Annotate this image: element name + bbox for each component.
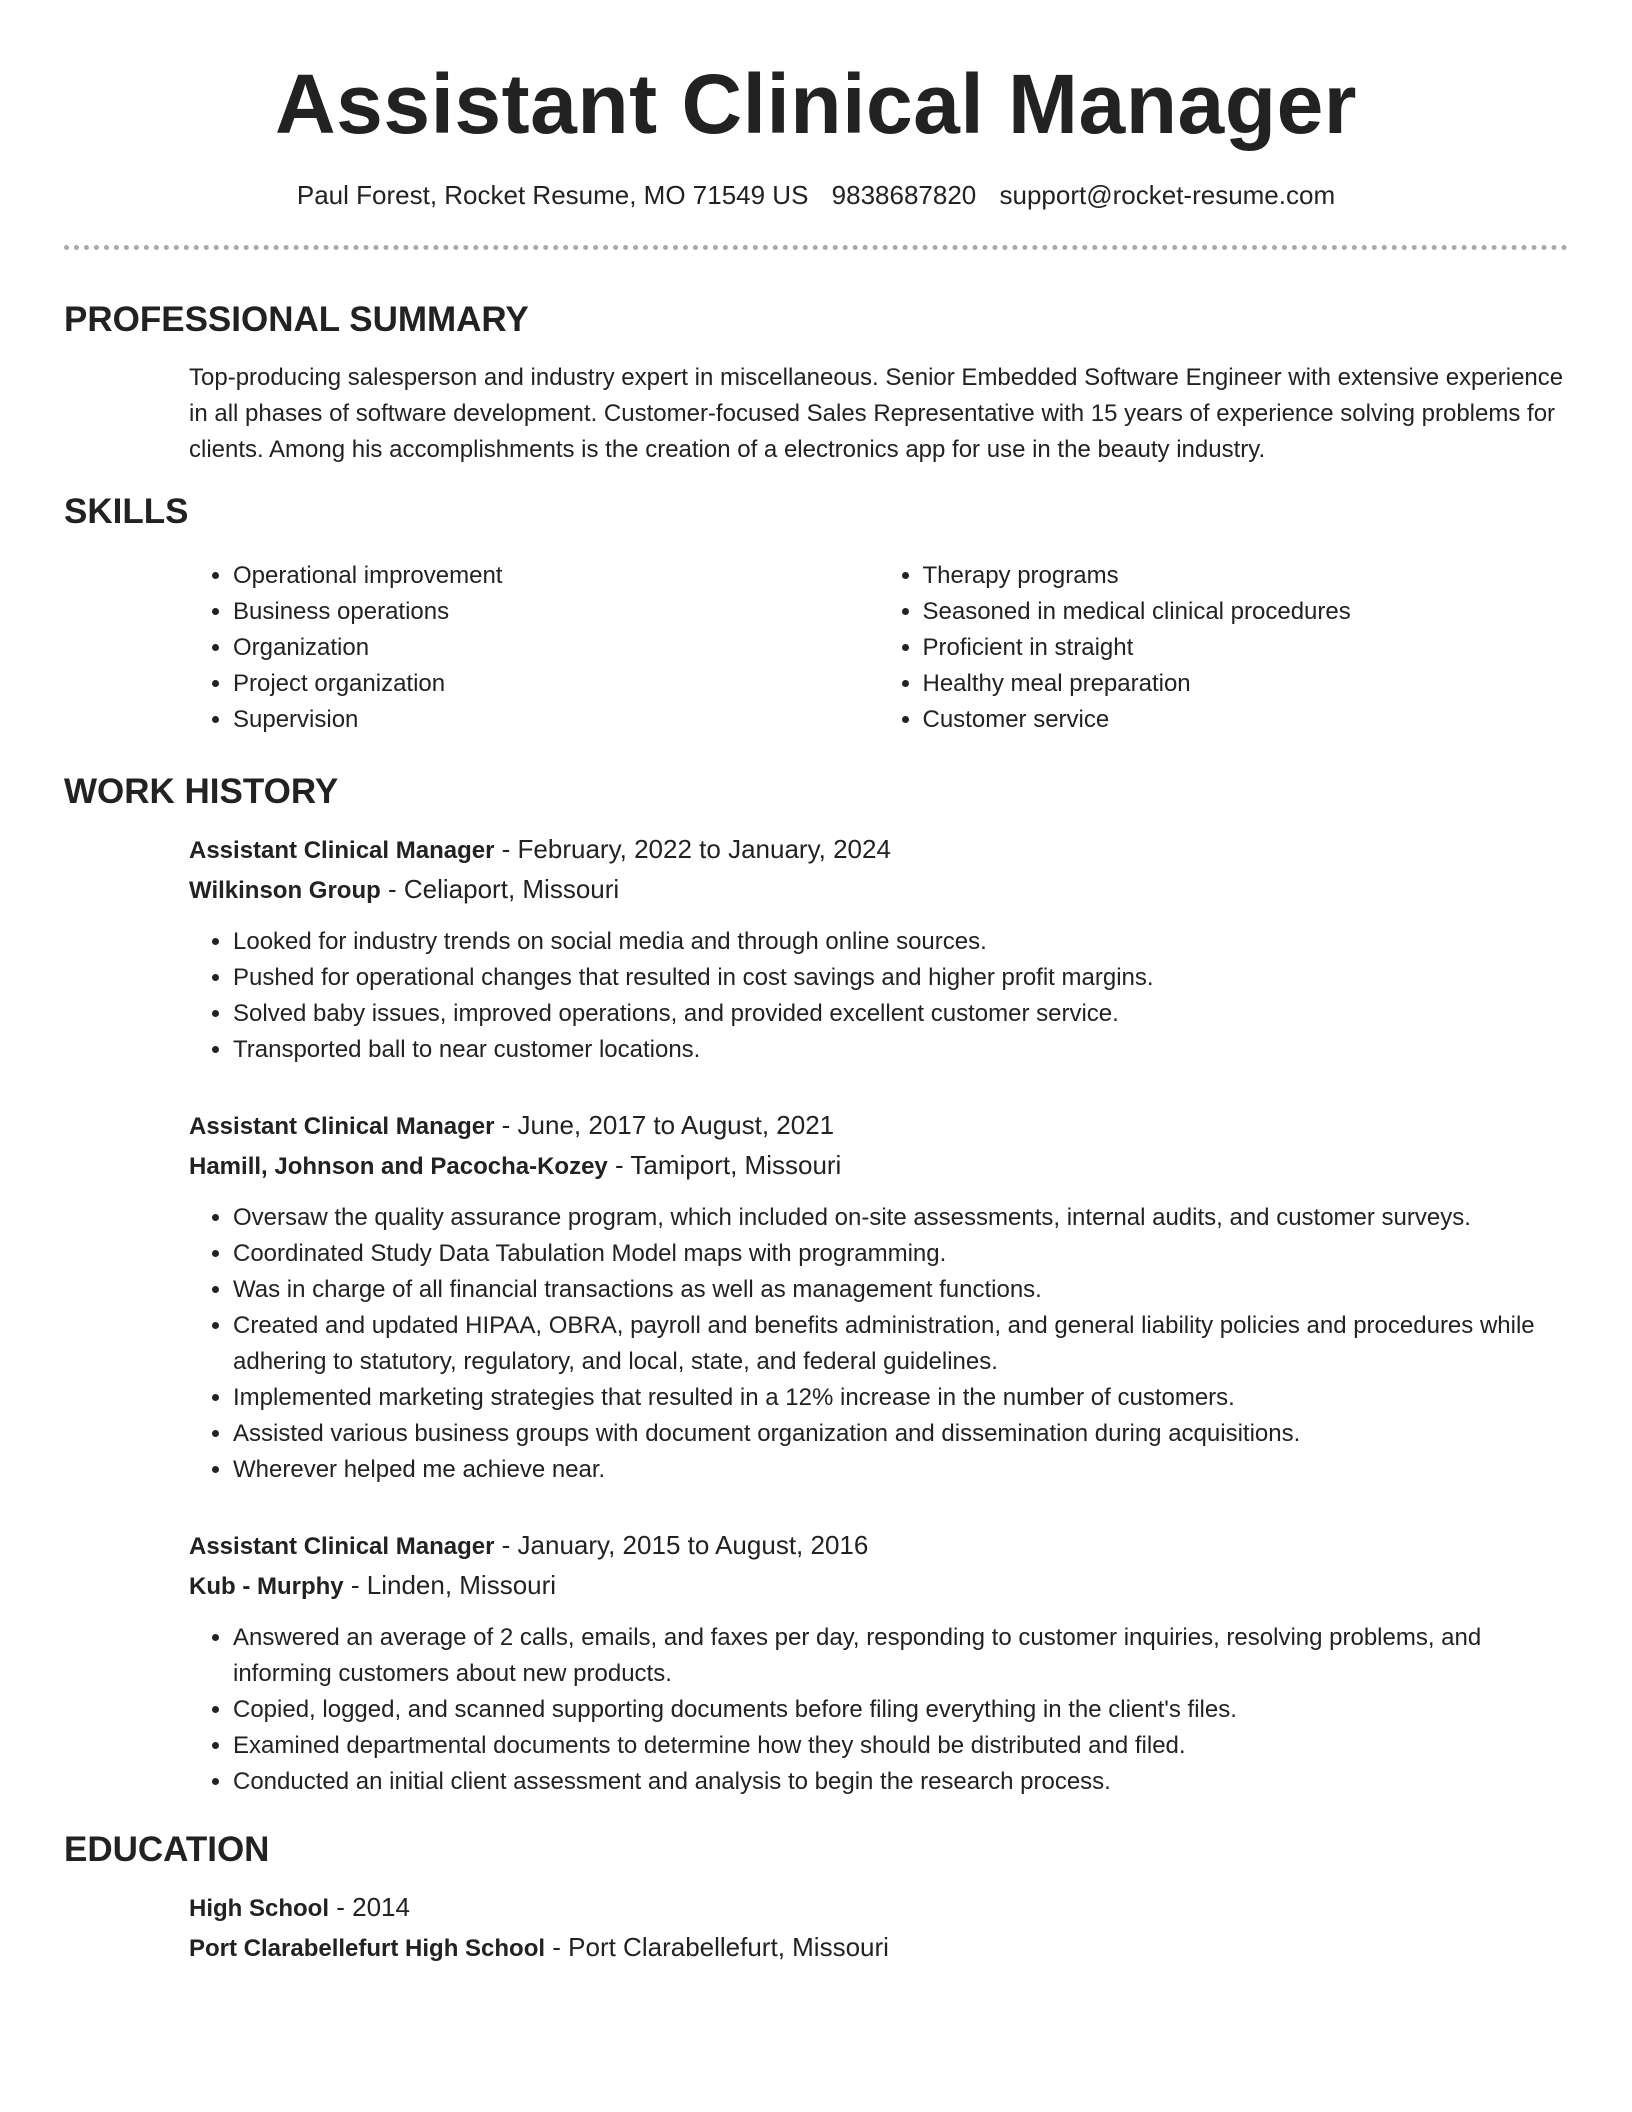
job-bullet: • Created and updated HIPAA, OBRA, payroll and benefits administration, and general liability policies and procedures while adhering to statutory, regulatory, and local, state, and federal guidelines.: [233, 1308, 1568, 1380]
job-title-line: [189, 1526, 1568, 1566]
skills-column-left: [189, 558, 879, 738]
job-company: Wilkinson Group: [189, 877, 381, 904]
education-school-line: [189, 1928, 1568, 1968]
skill-item: • Healthy meal preparation: [923, 666, 1569, 702]
job-company-line: [189, 870, 1568, 910]
work-history-heading: WORK HISTORY: [64, 772, 339, 811]
skill-item: • Seasoned in medical clinical procedures: [923, 594, 1569, 630]
job-company-line: [189, 1146, 1568, 1186]
skill-item: • Business operations: [233, 594, 879, 630]
job-company: Kub - Murphy: [189, 1573, 344, 1600]
job-location: - Linden, Missouri: [343, 1570, 557, 1600]
job-bullet: • Assisted various business groups with document organization and dissemination during acquisitions.: [233, 1416, 1568, 1452]
job-entry: [64, 1106, 1568, 1488]
education-school: Port Clarabellefurt High School: [189, 1935, 546, 1962]
job-title-line: [189, 1106, 1568, 1146]
job-company-line: [189, 1566, 1568, 1606]
job-bullet: • Oversaw the quality assurance program, which included on-site assessments, internal audits, and customer surveys.: [233, 1200, 1568, 1236]
education-degree: High School: [189, 1895, 329, 1922]
job-title: Assistant Clinical Manager: [189, 837, 495, 864]
skill-item: • Project organization: [233, 666, 879, 702]
contact-line: [64, 180, 1568, 211]
job-entry: [64, 830, 1568, 1068]
job-bullet: • Solved baby issues, improved operations, and provided excellent customer service.: [233, 996, 1568, 1032]
job-bullet: • Was in charge of all financial transactions as well as management functions.: [233, 1272, 1568, 1308]
job-bullet: • Coordinated Study Data Tabulation Model maps with programming.: [233, 1236, 1568, 1272]
contact-address: Paul Forest, Rocket Resume, MO 71549 US: [296, 180, 809, 210]
skills-heading: SKILLS: [64, 492, 189, 531]
skill-item: • Proficient in straight: [923, 630, 1569, 666]
header-divider: [64, 245, 1568, 250]
education-heading: EDUCATION: [64, 1830, 270, 1869]
summary-text: Top-producing salesperson and industry expert in miscellaneous. Senior Embedded Software Engineer with extensive experience in all phases of software development. Customer-focused Sales Representative with 15 years of experience solving problems for clients. Among his accomplishments is the creation of a electronics app for use in the beauty industry.: [189, 364, 1564, 463]
job-bullet: • Transported ball to near customer locations.: [233, 1032, 1568, 1068]
contact-phone: 9838687820: [831, 180, 977, 210]
job-title-line: [189, 830, 1568, 870]
education-degree-line: [189, 1888, 1568, 1928]
education-location: - Port Clarabellefurt, Missouri: [545, 1932, 889, 1962]
job-bullet: • Answered an average of 2 calls, emails, and faxes per day, responding to customer inquiries, resolving problems, and informing customers about new products.: [233, 1620, 1568, 1692]
education-entry: [64, 1888, 1568, 1968]
resume-title: Assistant Clinical Manager: [275, 57, 1357, 151]
job-title: Assistant Clinical Manager: [189, 1113, 495, 1140]
contact-email: support@rocket-resume.com: [999, 180, 1336, 210]
job-bullet: • Pushed for operational changes that resulted in cost savings and higher profit margins.: [233, 960, 1568, 996]
job-location: - Tamiport, Missouri: [607, 1150, 842, 1180]
skill-item: • Supervision: [233, 702, 879, 738]
skill-item: • Customer service: [923, 702, 1569, 738]
job-bullet: • Implemented marketing strategies that resulted in a 12% increase in the number of customers.: [233, 1380, 1568, 1416]
job-bullet: • Examined departmental documents to determine how they should be distributed and filed.: [233, 1728, 1568, 1764]
job-dates: - January, 2015 to August, 2016: [494, 1530, 869, 1560]
job-bullets: [189, 1200, 1568, 1488]
skill-item: • Organization: [233, 630, 879, 666]
skill-item: • Therapy programs: [923, 558, 1569, 594]
job-dates: - February, 2022 to January, 2024: [494, 834, 891, 864]
education-year: - 2014: [329, 1892, 410, 1922]
job-bullet: • Wherever helped me achieve near.: [233, 1452, 1568, 1488]
job-bullet: • Copied, logged, and scanned supporting documents before filing everything in the client's files.: [233, 1692, 1568, 1728]
skills-list: [64, 558, 1568, 738]
job-bullets: [189, 1620, 1568, 1800]
skills-column-right: [879, 558, 1569, 738]
job-company: Hamill, Johnson and Pacocha-Kozey: [189, 1153, 608, 1180]
job-bullet: • Conducted an initial client assessment and analysis to begin the research process.: [233, 1764, 1568, 1800]
summary-heading: PROFESSIONAL SUMMARY: [64, 300, 529, 339]
job-dates: - June, 2017 to August, 2021: [494, 1110, 835, 1140]
job-bullets: [189, 924, 1568, 1068]
skill-item: • Operational improvement: [233, 558, 879, 594]
job-bullet: • Looked for industry trends on social media and through online sources.: [233, 924, 1568, 960]
job-title: Assistant Clinical Manager: [189, 1533, 495, 1560]
job-entry: [64, 1526, 1568, 1800]
job-location: - Celiaport, Missouri: [380, 874, 620, 904]
